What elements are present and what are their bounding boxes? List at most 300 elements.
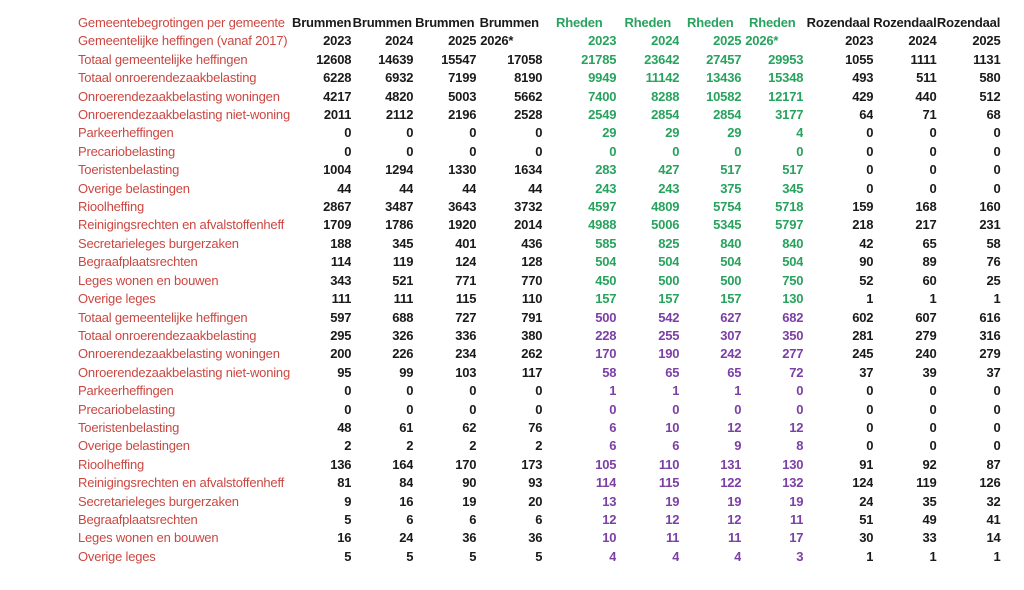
row-label: Onroerendezaakbelasting niet-woning bbox=[78, 107, 290, 123]
rozendaal-value-cell: 159 bbox=[852, 199, 874, 215]
rheden-value-cell: 19 bbox=[665, 493, 680, 509]
rheden-value-cell: 427 bbox=[658, 162, 680, 178]
rheden-value-cell: 504 bbox=[720, 254, 742, 270]
rheden-value-cell: 10582 bbox=[706, 88, 742, 104]
table-row bbox=[78, 345, 1001, 363]
rheden-value-cell: 19 bbox=[789, 493, 804, 509]
rheden-value-cell: 19 bbox=[727, 493, 742, 509]
rheden-value-cell: 4988 bbox=[588, 217, 617, 233]
rozendaal-value-cell: 511 bbox=[916, 70, 937, 86]
rheden-value-cell: 585 bbox=[595, 235, 617, 251]
brummen-value-cell: 24 bbox=[399, 530, 414, 546]
brummen-value-cell: 62 bbox=[462, 419, 477, 435]
rozendaal-value-cell: 89 bbox=[922, 254, 937, 270]
rozendaal-value-cell: 160 bbox=[979, 199, 1001, 215]
brummen-value-cell: 5 bbox=[535, 548, 543, 564]
table-row bbox=[78, 327, 1001, 345]
rheden-value-cell: 72 bbox=[789, 364, 804, 380]
brummen-value-cell: 124 bbox=[455, 254, 477, 270]
rheden-value-cell: 0 bbox=[734, 401, 742, 417]
table-row bbox=[78, 69, 1001, 87]
rheden-value-cell: 4 bbox=[796, 125, 804, 141]
rheden-value-cell: 0 bbox=[672, 143, 680, 159]
row-label: Parkeerheffingen bbox=[78, 125, 174, 141]
brummen-value-cell: 7199 bbox=[448, 70, 477, 86]
brummen-value-cell: 6 bbox=[469, 511, 477, 527]
rozendaal-value-cell: 279 bbox=[979, 346, 1001, 362]
year-header: 2023 bbox=[845, 33, 874, 49]
rozendaal-value-cell: 33 bbox=[922, 530, 937, 546]
rheden-value-cell: 0 bbox=[672, 401, 680, 417]
row-label: Totaal onroerendezaakbelasting bbox=[78, 70, 257, 86]
brummen-value-cell: 0 bbox=[469, 383, 477, 399]
municipality-header: Brummen bbox=[479, 15, 539, 30]
row-label: Rioolheffing bbox=[78, 199, 145, 215]
budget-table bbox=[78, 14, 1001, 566]
brummen-value-cell: 5 bbox=[469, 548, 477, 564]
brummen-value-cell: 5662 bbox=[514, 88, 543, 104]
brummen-value-cell: 5003 bbox=[448, 88, 477, 104]
rozendaal-value-cell: 37 bbox=[986, 364, 1001, 380]
year-header: 2023 bbox=[588, 33, 617, 49]
rheden-value-cell: 65 bbox=[665, 364, 680, 380]
rozendaal-value-cell: 0 bbox=[929, 162, 937, 178]
brummen-value-cell: 0 bbox=[406, 401, 414, 417]
rheden-value-cell: 840 bbox=[720, 235, 742, 251]
row-label: Precariobelasting bbox=[78, 143, 176, 159]
rheden-value-cell: 5754 bbox=[713, 199, 742, 215]
rozendaal-value-cell: 51 bbox=[859, 511, 874, 527]
rheden-value-cell: 1 bbox=[734, 383, 742, 399]
rheden-value-cell: 29 bbox=[665, 125, 680, 141]
brummen-value-cell: 380 bbox=[521, 327, 543, 343]
brummen-value-cell: 226 bbox=[392, 346, 414, 362]
table-row bbox=[78, 529, 1001, 547]
rheden-value-cell: 8 bbox=[796, 438, 804, 454]
municipality-header: Rozendaal bbox=[936, 15, 1001, 30]
table-row bbox=[78, 106, 1001, 124]
brummen-value-cell: 2867 bbox=[323, 199, 352, 215]
rheden-value-cell: 307 bbox=[720, 327, 742, 343]
row-label: Rioolheffing bbox=[78, 456, 145, 472]
brummen-value-cell: 5 bbox=[344, 548, 352, 564]
rozendaal-value-cell: 25 bbox=[986, 272, 1001, 288]
row-label: Leges wonen en bouwen bbox=[78, 530, 219, 546]
table-row bbox=[78, 235, 1001, 253]
rheden-value-cell: 130 bbox=[782, 456, 804, 472]
rheden-value-cell: 4597 bbox=[588, 199, 617, 215]
row-label: Totaal onroerendezaakbelasting bbox=[78, 327, 257, 343]
rozendaal-value-cell: 218 bbox=[852, 217, 874, 233]
row-label: Onroerendezaakbelasting woningen bbox=[78, 88, 280, 104]
table-row bbox=[78, 124, 1001, 142]
rozendaal-value-cell: 0 bbox=[866, 401, 874, 417]
brummen-value-cell: 170 bbox=[455, 456, 477, 472]
brummen-value-cell: 2 bbox=[469, 438, 477, 454]
brummen-value-cell: 128 bbox=[521, 254, 543, 270]
table-row bbox=[78, 511, 1001, 529]
rheden-value-cell: 5718 bbox=[775, 199, 804, 215]
brummen-value-cell: 6 bbox=[535, 511, 543, 527]
rozendaal-value-cell: 0 bbox=[866, 162, 874, 178]
rheden-value-cell: 130 bbox=[782, 291, 804, 307]
brummen-value-cell: 2112 bbox=[385, 107, 414, 123]
rozendaal-value-cell: 0 bbox=[866, 143, 874, 159]
rozendaal-value-cell: 32 bbox=[986, 493, 1001, 509]
table-row bbox=[78, 456, 1001, 474]
brummen-value-cell: 4820 bbox=[385, 88, 414, 104]
rheden-value-cell: 15348 bbox=[768, 70, 804, 86]
brummen-value-cell: 5 bbox=[344, 511, 352, 527]
municipality-header: Rozendaal bbox=[873, 15, 937, 30]
rozendaal-value-cell: 91 bbox=[859, 456, 874, 472]
rozendaal-value-cell: 429 bbox=[852, 88, 874, 104]
brummen-value-cell: 6228 bbox=[323, 70, 352, 86]
row-label: Leges wonen en bouwen bbox=[78, 272, 219, 288]
rheden-value-cell: 105 bbox=[595, 456, 617, 472]
rheden-value-cell: 6 bbox=[609, 419, 617, 435]
rozendaal-value-cell: 68 bbox=[986, 107, 1001, 123]
rheden-value-cell: 9 bbox=[734, 438, 742, 454]
rozendaal-value-cell: 60 bbox=[922, 272, 937, 288]
rheden-value-cell: 3 bbox=[796, 548, 804, 564]
rozendaal-value-cell: 0 bbox=[993, 383, 1001, 399]
year-header: 2026* bbox=[480, 33, 514, 49]
brummen-value-cell: 164 bbox=[392, 456, 414, 472]
row-label: Reinigingsrechten en afvalstoffenheff bbox=[78, 217, 285, 233]
brummen-value-cell: 95 bbox=[337, 364, 352, 380]
brummen-value-cell: 115 bbox=[455, 291, 477, 307]
rheden-value-cell: 12 bbox=[602, 511, 617, 527]
row-label: Onroerendezaakbelasting woningen bbox=[78, 346, 280, 362]
rheden-value-cell: 11142 bbox=[645, 70, 680, 86]
brummen-value-cell: 114 bbox=[330, 254, 352, 270]
rheden-value-cell: 4 bbox=[609, 548, 617, 564]
rheden-value-cell: 0 bbox=[796, 383, 804, 399]
municipality-header: Brummen bbox=[352, 15, 412, 30]
rheden-value-cell: 4809 bbox=[651, 199, 680, 215]
rheden-value-cell: 6 bbox=[672, 438, 680, 454]
rheden-value-cell: 500 bbox=[720, 272, 742, 288]
brummen-value-cell: 44 bbox=[462, 180, 477, 196]
rozendaal-value-cell: 126 bbox=[979, 475, 1001, 491]
rheden-value-cell: 682 bbox=[782, 309, 804, 325]
table-row bbox=[78, 51, 1001, 69]
brummen-value-cell: 12608 bbox=[316, 51, 352, 67]
brummen-value-cell: 110 bbox=[521, 291, 543, 307]
rheden-value-cell: 3177 bbox=[775, 107, 804, 123]
rheden-value-cell: 157 bbox=[595, 291, 617, 307]
rheden-value-cell: 243 bbox=[595, 180, 617, 196]
rheden-value-cell: 517 bbox=[782, 162, 804, 178]
brummen-value-cell: 111 bbox=[331, 291, 352, 307]
rozendaal-value-cell: 30 bbox=[859, 530, 874, 546]
rheden-value-cell: 255 bbox=[658, 327, 680, 343]
table-header bbox=[78, 14, 1001, 51]
brummen-value-cell: 36 bbox=[528, 530, 543, 546]
rozendaal-value-cell: 1 bbox=[993, 548, 1001, 564]
rozendaal-value-cell: 0 bbox=[929, 419, 937, 435]
rheden-value-cell: 542 bbox=[658, 309, 680, 325]
brummen-value-cell: 770 bbox=[521, 272, 543, 288]
rheden-value-cell: 29 bbox=[727, 125, 742, 141]
brummen-value-cell: 173 bbox=[521, 456, 543, 472]
municipality-header: Brummen bbox=[292, 15, 352, 30]
rheden-value-cell: 132 bbox=[782, 475, 804, 491]
brummen-value-cell: 93 bbox=[528, 475, 543, 491]
rheden-value-cell: 283 bbox=[595, 162, 617, 178]
rozendaal-value-cell: 0 bbox=[929, 383, 937, 399]
row-label: Begraafplaatsrechten bbox=[78, 254, 198, 270]
rheden-value-cell: 0 bbox=[796, 143, 804, 159]
rheden-value-cell: 4 bbox=[734, 548, 742, 564]
table-row bbox=[78, 309, 1001, 327]
brummen-value-cell: 19 bbox=[462, 493, 477, 509]
rheden-value-cell: 23642 bbox=[644, 51, 680, 67]
brummen-value-cell: 436 bbox=[521, 235, 543, 251]
rheden-value-cell: 375 bbox=[720, 180, 742, 196]
table-row bbox=[78, 382, 1001, 400]
year-header: 2025 bbox=[448, 33, 477, 49]
rozendaal-value-cell: 607 bbox=[915, 309, 937, 325]
brummen-value-cell: 0 bbox=[469, 401, 477, 417]
rheden-value-cell: 10 bbox=[665, 419, 680, 435]
year-header: 2025 bbox=[972, 33, 1001, 49]
rozendaal-value-cell: 37 bbox=[859, 364, 874, 380]
rozendaal-value-cell: 0 bbox=[993, 162, 1001, 178]
brummen-value-cell: 84 bbox=[399, 475, 414, 491]
rozendaal-value-cell: 0 bbox=[993, 419, 1001, 435]
rheden-value-cell: 13 bbox=[602, 493, 617, 509]
rozendaal-value-cell: 245 bbox=[852, 346, 874, 362]
brummen-value-cell: 76 bbox=[528, 419, 543, 435]
rozendaal-value-cell: 1 bbox=[866, 291, 874, 307]
rozendaal-value-cell: 316 bbox=[979, 327, 1001, 343]
brummen-value-cell: 345 bbox=[392, 235, 414, 251]
brummen-value-cell: 401 bbox=[455, 235, 477, 251]
row-label: Secretarieleges burgerzaken bbox=[78, 235, 239, 251]
brummen-value-cell: 0 bbox=[344, 383, 352, 399]
rozendaal-value-cell: 92 bbox=[922, 456, 937, 472]
brummen-value-cell: 0 bbox=[344, 125, 352, 141]
rozendaal-value-cell: 24 bbox=[859, 493, 874, 509]
brummen-value-cell: 16 bbox=[337, 530, 352, 546]
row-label: Overige belastingen bbox=[78, 180, 190, 196]
rozendaal-value-cell: 1055 bbox=[845, 51, 874, 67]
brummen-value-cell: 111 bbox=[393, 291, 414, 307]
rheden-value-cell: 627 bbox=[720, 309, 742, 325]
rheden-value-cell: 13436 bbox=[706, 70, 742, 86]
rozendaal-value-cell: 616 bbox=[979, 309, 1001, 325]
rheden-value-cell: 115 bbox=[658, 475, 680, 491]
rheden-value-cell: 350 bbox=[782, 327, 804, 343]
rozendaal-value-cell: 0 bbox=[866, 125, 874, 141]
rozendaal-value-cell: 58 bbox=[986, 235, 1001, 251]
rheden-value-cell: 12 bbox=[665, 511, 680, 527]
rheden-value-cell: 5797 bbox=[775, 217, 804, 233]
table-body bbox=[78, 51, 1001, 566]
rheden-value-cell: 450 bbox=[595, 272, 617, 288]
brummen-value-cell: 2196 bbox=[448, 107, 477, 123]
municipality-header: Rheden bbox=[687, 15, 734, 30]
row-label: Overige leges bbox=[78, 548, 156, 564]
rozendaal-value-cell: 1 bbox=[929, 291, 937, 307]
rozendaal-value-cell: 0 bbox=[993, 180, 1001, 196]
table-row bbox=[78, 437, 1001, 455]
brummen-value-cell: 0 bbox=[344, 401, 352, 417]
rheden-value-cell: 840 bbox=[782, 235, 804, 251]
brummen-value-cell: 5 bbox=[406, 548, 414, 564]
rozendaal-value-cell: 168 bbox=[915, 199, 937, 215]
rozendaal-value-cell: 512 bbox=[979, 88, 1001, 104]
rheden-value-cell: 504 bbox=[595, 254, 617, 270]
brummen-value-cell: 0 bbox=[406, 143, 414, 159]
table-row bbox=[78, 198, 1001, 216]
rheden-value-cell: 0 bbox=[609, 143, 617, 159]
rozendaal-value-cell: 0 bbox=[993, 438, 1001, 454]
brummen-value-cell: 2 bbox=[406, 438, 414, 454]
rheden-value-cell: 114 bbox=[595, 475, 617, 491]
brummen-value-cell: 20 bbox=[528, 493, 543, 509]
rheden-value-cell: 500 bbox=[595, 309, 617, 325]
row-label: Toeristenbelasting bbox=[78, 419, 180, 435]
table-row bbox=[78, 548, 1001, 566]
brummen-value-cell: 61 bbox=[399, 419, 414, 435]
brummen-value-cell: 3643 bbox=[448, 199, 477, 215]
year-header: 2026* bbox=[745, 33, 779, 49]
brummen-value-cell: 2 bbox=[535, 438, 543, 454]
rozendaal-value-cell: 0 bbox=[929, 438, 937, 454]
brummen-value-cell: 136 bbox=[330, 456, 352, 472]
brummen-value-cell: 1294 bbox=[385, 162, 414, 178]
table-title: Gemeentebegrotingen per gemeente bbox=[78, 15, 285, 30]
rheden-value-cell: 504 bbox=[782, 254, 804, 270]
municipality-header: Rheden bbox=[556, 15, 603, 30]
brummen-value-cell: 0 bbox=[406, 125, 414, 141]
brummen-value-cell: 119 bbox=[392, 254, 414, 270]
year-header-row bbox=[78, 32, 1001, 50]
brummen-value-cell: 14639 bbox=[378, 51, 414, 67]
rozendaal-value-cell: 64 bbox=[859, 107, 874, 123]
brummen-value-cell: 1920 bbox=[448, 217, 477, 233]
brummen-value-cell: 791 bbox=[521, 309, 543, 325]
rozendaal-value-cell: 71 bbox=[922, 107, 937, 123]
brummen-value-cell: 48 bbox=[337, 419, 352, 435]
brummen-value-cell: 2 bbox=[344, 438, 352, 454]
brummen-value-cell: 1786 bbox=[385, 217, 414, 233]
rheden-value-cell: 12 bbox=[789, 419, 804, 435]
rozendaal-value-cell: 0 bbox=[993, 401, 1001, 417]
rheden-value-cell: 5345 bbox=[713, 217, 742, 233]
brummen-value-cell: 0 bbox=[469, 125, 477, 141]
rozendaal-value-cell: 1 bbox=[866, 548, 874, 564]
rozendaal-value-cell: 65 bbox=[922, 235, 937, 251]
table-row bbox=[78, 88, 1001, 106]
year-header: 2024 bbox=[908, 33, 937, 49]
rheden-value-cell: 131 bbox=[720, 456, 742, 472]
rheden-value-cell: 504 bbox=[658, 254, 680, 270]
rheden-value-cell: 9949 bbox=[588, 70, 617, 86]
rheden-value-cell: 2549 bbox=[588, 107, 617, 123]
brummen-value-cell: 99 bbox=[399, 364, 414, 380]
rozendaal-value-cell: 0 bbox=[929, 125, 937, 141]
rheden-value-cell: 517 bbox=[720, 162, 742, 178]
rozendaal-value-cell: 240 bbox=[915, 346, 937, 362]
year-header: 2024 bbox=[385, 33, 414, 49]
table-row bbox=[78, 419, 1001, 437]
rheden-value-cell: 6 bbox=[609, 438, 617, 454]
rozendaal-value-cell: 0 bbox=[866, 180, 874, 196]
rozendaal-value-cell: 0 bbox=[866, 419, 874, 435]
brummen-value-cell: 0 bbox=[406, 383, 414, 399]
brummen-value-cell: 1634 bbox=[514, 162, 543, 178]
brummen-value-cell: 326 bbox=[392, 327, 414, 343]
rozendaal-value-cell: 580 bbox=[979, 70, 1001, 86]
row-label: Onroerendezaakbelasting niet-woning bbox=[78, 364, 290, 380]
table-row bbox=[78, 216, 1001, 234]
brummen-value-cell: 727 bbox=[455, 309, 477, 325]
row-label: Secretarieleges burgerzaken bbox=[78, 493, 239, 509]
rheden-value-cell: 2854 bbox=[651, 107, 680, 123]
brummen-value-cell: 336 bbox=[455, 327, 477, 343]
rozendaal-value-cell: 1 bbox=[929, 548, 937, 564]
rozendaal-value-cell: 0 bbox=[929, 180, 937, 196]
municipality-header-row bbox=[78, 14, 1001, 32]
brummen-value-cell: 36 bbox=[462, 530, 477, 546]
brummen-value-cell: 2011 bbox=[323, 107, 352, 123]
rheden-value-cell: 7400 bbox=[588, 88, 617, 104]
rheden-value-cell: 0 bbox=[609, 401, 617, 417]
rheden-value-cell: 242 bbox=[720, 346, 742, 362]
rozendaal-value-cell: 35 bbox=[922, 493, 937, 509]
rheden-value-cell: 11 bbox=[727, 530, 742, 546]
rheden-value-cell: 2854 bbox=[713, 107, 742, 123]
rozendaal-value-cell: 0 bbox=[929, 143, 937, 159]
year-header: 2024 bbox=[651, 33, 680, 49]
rozendaal-value-cell: 231 bbox=[979, 217, 1001, 233]
brummen-value-cell: 2014 bbox=[514, 217, 543, 233]
table-row bbox=[78, 272, 1001, 290]
brummen-value-cell: 188 bbox=[330, 235, 352, 251]
rheden-value-cell: 110 bbox=[658, 456, 680, 472]
brummen-value-cell: 771 bbox=[455, 272, 477, 288]
rozendaal-value-cell: 1111 bbox=[910, 51, 937, 67]
rozendaal-value-cell: 217 bbox=[915, 217, 937, 233]
rheden-value-cell: 0 bbox=[734, 143, 742, 159]
brummen-value-cell: 103 bbox=[455, 364, 477, 380]
row-label: Precariobelasting bbox=[78, 401, 176, 417]
rheden-value-cell: 11 bbox=[665, 530, 680, 546]
table-row bbox=[78, 161, 1001, 179]
table-row bbox=[78, 253, 1001, 271]
row-label: Toeristenbelasting bbox=[78, 162, 180, 178]
rozendaal-value-cell: 76 bbox=[986, 254, 1001, 270]
rheden-value-cell: 58 bbox=[602, 364, 617, 380]
rozendaal-value-cell: 0 bbox=[993, 143, 1001, 159]
rozendaal-value-cell: 41 bbox=[986, 511, 1001, 527]
rheden-value-cell: 12171 bbox=[768, 88, 804, 104]
row-label: Totaal gemeentelijke heffingen bbox=[78, 309, 248, 325]
brummen-value-cell: 81 bbox=[337, 475, 352, 491]
brummen-value-cell: 295 bbox=[330, 327, 352, 343]
brummen-value-cell: 4217 bbox=[323, 88, 352, 104]
rheden-value-cell: 8288 bbox=[651, 88, 680, 104]
brummen-value-cell: 0 bbox=[344, 143, 352, 159]
rozendaal-value-cell: 0 bbox=[993, 125, 1001, 141]
table-row bbox=[78, 474, 1001, 492]
municipality-header: Brummen bbox=[415, 15, 475, 30]
rheden-value-cell: 29953 bbox=[768, 51, 804, 67]
